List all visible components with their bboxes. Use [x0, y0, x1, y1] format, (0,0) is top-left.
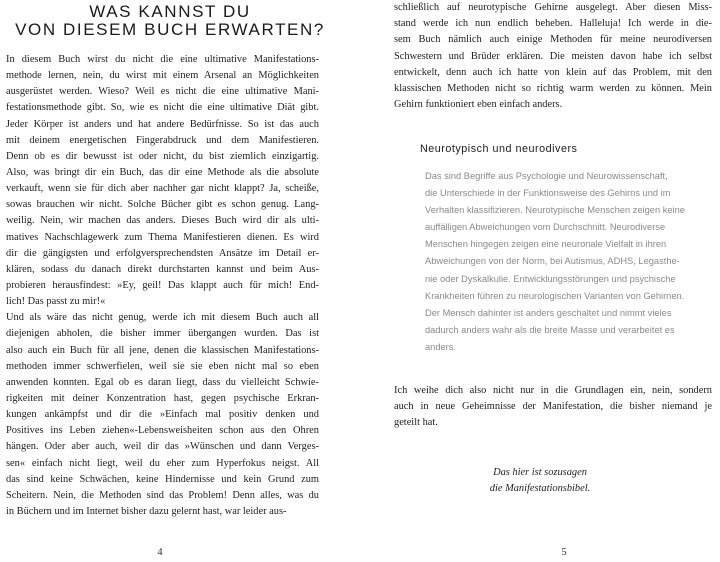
text-line: Positives ins Leben ziehen«-Lebensweisheiten schon aus den Ohren: [6, 425, 319, 437]
text-line: klären, sodass du danach direkt durchstarten kannst und beim Aus-: [6, 263, 319, 275]
text-line: Krankheiten führen zu neurologischen Varianten von Gehirnen.: [425, 290, 685, 301]
text-line: kungen ankämpfst und dir die »Einfach mal positiv denken und: [6, 409, 319, 421]
text-line: ausgerüstet werden. Wieso? Weil es nicht die eine ultimative Mani-: [6, 86, 319, 98]
text-line: Menschen hingegen zeigen eine neuronale Vielfalt in ihren: [425, 239, 667, 250]
closing-line-1: Das hier ist sozusagen: [493, 467, 587, 478]
text-line: schließlich auf neurotypische Gehirne ausgelegt. Aber diesen Miss-: [394, 2, 712, 13]
text-line: sen« einfach nicht liegt, weil du eher zum Hyperfokus neigst. All: [6, 457, 319, 469]
text-line: lich! Das passt zu mir!«: [6, 296, 106, 308]
text-line: auffälligen Abweichungen vom Durchschnitt. Neurodiverse: [425, 222, 666, 233]
text-line: diejenigen abholen, die bisher immer übergangen wurden. Das ist: [6, 328, 319, 340]
text-line: sowas brauchen wir nicht. Solche Bücher gibt es schon genug. Lang-: [6, 199, 319, 211]
text-line: also auch ein Buch für all jene, denen die klassischen Manifestations-: [6, 344, 319, 356]
text-line: auch in neue Geheimnisse der Manifestation, die bisher niemand je: [394, 401, 712, 413]
text-line: geteilt hat.: [394, 417, 438, 429]
right-top-text: [394, 0, 712, 113]
chapter-heading-line-2: VON DIESEM BUCH ERWARTEN?: [15, 20, 325, 39]
text-line: Gehirn funktioniert eben einfach anders.: [394, 99, 563, 111]
text-line: Das sind Begriffe aus Psychologie und Neurowissenschaft,: [425, 171, 668, 181]
chapter-heading-line-1: WAS KANNST DU: [89, 2, 251, 21]
text-line: Also, was bringt dir ein Buch, das dir eine Methode als die absolute: [6, 166, 319, 178]
text-line: mit deinem energetischen Fingerabdruck und dem Manifestieren.: [6, 134, 319, 146]
right-bottom-text: [394, 383, 712, 432]
text-line: Der Mensch dahinter ist anders geschaltet und nimmt vieles: [425, 307, 672, 318]
text-line: methoden immer schwerfielen, weil sie sie eben nicht mal so eben: [6, 360, 319, 372]
closing-line-2: die Manifestationsbibel.: [489, 483, 591, 494]
text-line: methode lernen, nein, du wirst mit einem Arsenal an Möglichkeiten: [6, 70, 319, 82]
page-number-left: 4: [157, 547, 163, 558]
text-line: klassischen Methoden nicht so richtig warm werden zu können. Mein: [394, 82, 712, 94]
info-box-title: Neurotypisch und neurodivers: [420, 143, 578, 155]
text-line: In diesem Buch wirst du nicht die eine ultimative Manifestations-: [6, 54, 319, 65]
text-line: anders.: [425, 341, 457, 352]
text-line: Abweichungen von der Norm, bei Autismus, ADHS, Legasthe-: [425, 256, 680, 267]
text-line: Und als wäre das nicht genug, werde ich mit diesem Buch auch all: [6, 312, 319, 324]
text-line: nie oder Dyskalkulie. Entwicklungsstörungen und psychische: [425, 273, 676, 284]
page-number-right: 5: [561, 547, 567, 558]
text-line: festationsmethode gibt. So, wie es nicht die eine ultimative Diät gibt.: [6, 102, 319, 114]
text-line: Denn ob es dir bewusst ist oder nicht, du bist ziemlich einzigartig.: [6, 150, 319, 162]
text-line: matives Nachschlagewerk zum Thema Manifestieren dienen. Es wird: [6, 231, 319, 243]
text-line: stand werde ich nun endlich beheben. Halleluja! Ich werde in die-: [394, 18, 712, 30]
text-line: probieren herausfindest: »Ey, geil! Das klappt auch für mich! End-: [6, 279, 319, 291]
text-line: Verhalten klassifizieren. Neurotypische Menschen zeigen keine: [425, 205, 685, 216]
text-line: rigkeiten mit deiner Konzentration hast, gegen psychische Erkran-: [6, 392, 319, 404]
text-line: anwenden konnten. Egal ob es daran liegt, dass du vielleicht Schwie-: [6, 376, 319, 388]
text-line: in Büchern und im Internet bisher dazu gelernt hast, war leider aus-: [6, 505, 287, 517]
text-line: verkauft, wenn sie für dich aber nachher gar nicht klappt? Ja, scheiße,: [6, 183, 319, 195]
text-line: dadurch anders wahr als die breite Masse und verarbeitet es: [425, 324, 675, 335]
info-box-text: [425, 168, 701, 356]
text-line: weilig. Nein, wir machen das anders. Dieses Buch wird dir als ulti-: [6, 215, 319, 227]
text-line: sem Buch nämlich auch einige Methoden für meine neurodiversen: [394, 34, 712, 46]
text-line: Scheitern. Nein, die Methoden sind das Problem! Denn alles, was du: [6, 489, 319, 501]
text-line: entwickelt, denn auch ich hatte von klein auf das Problem, mit den: [394, 66, 712, 78]
text-line: Jeder Körper ist anders und hat andere Bedürfnisse. So ist das auch: [6, 118, 319, 130]
text-line: Schwestern und Brüder erklären. Die meisten davon habe ich selbst: [394, 50, 712, 62]
text-line: die Unterschiede in der Funktionsweise des Gehirns und im: [425, 188, 671, 199]
text-line: das sind keine Schwächen, keine Hindernisse und kein Grund zum: [6, 473, 319, 485]
text-line: hängen. Oder aber auch, weil dir das »Wünschen und dann Verges-: [6, 441, 319, 453]
text-line: Ich weihe dich also nicht nur in die Grundlagen ein, nein, sondern: [394, 385, 712, 396]
text-line: dir die gängigsten und erfolgversprechendsten Ansätze im Detail er-: [6, 247, 319, 259]
